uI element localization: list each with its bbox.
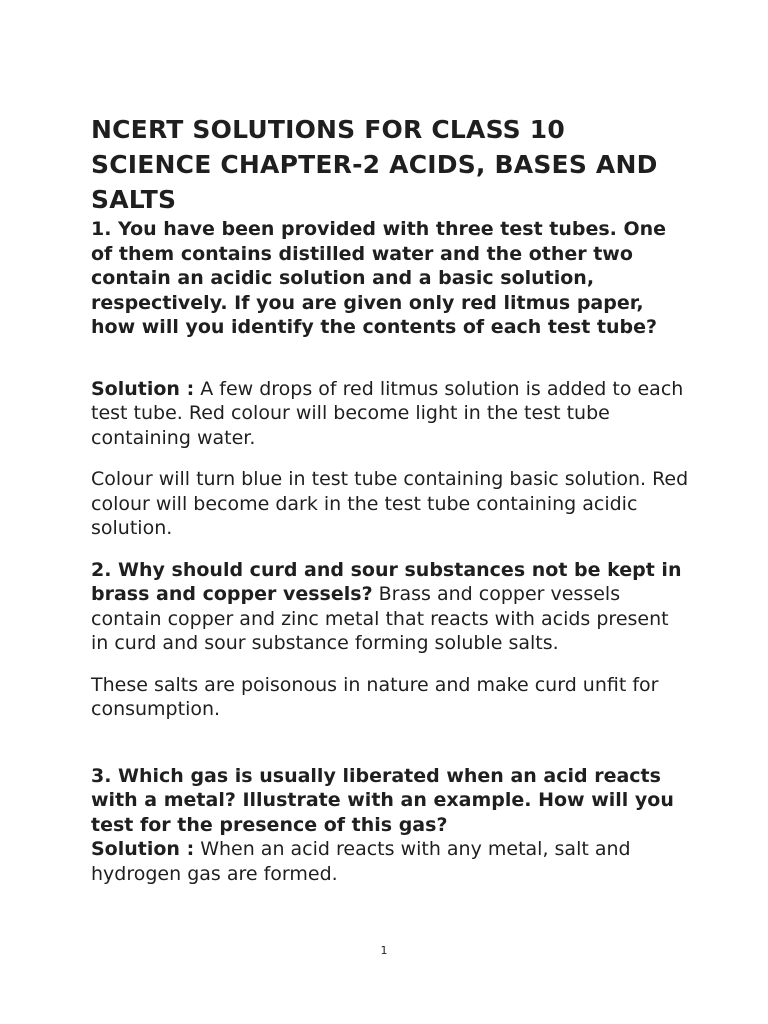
- answer-2-text: Brass and copper vessels contain copper and zinc metal that reacts with acids present in curd and sour substance forming soluble salts.: [91, 583, 669, 654]
- question-2: 2. Why should curd and sour substances not be kept in brass and copper vessels?: [91, 558, 682, 605]
- question-1: 1. You have been provided with three test tubes. One of them contains distilled water and the other two contain an acidic solution and a basic solution, respectively. If you are given only red litmus paper, how will you identify the contents of each test tube?: [91, 218, 667, 338]
- question-3: 3. Which gas is usually liberated when an acid reacts with a metal? Illustrate with an example. How will you test for the presence of this gas?: [91, 764, 674, 836]
- solution-3-label: Solution :: [91, 838, 195, 860]
- document-title: NCERT SOLUTIONS FOR CLASS 10 SCIENCE CHAPTER-2 ACIDS, BASES AND SALTS: [91, 115, 658, 214]
- question-2-block: [91, 558, 691, 656]
- solution-1-text: A few drops of red litmus solution is added to each test tube. Red colour will become light in the test tube containing water.: [91, 377, 684, 449]
- solution-1-label: Solution :: [91, 377, 195, 400]
- document-page: [91, 112, 691, 886]
- solution-1-paragraph-2: Colour will turn blue in test tube containing basic solution. Red colour will become dark in the test tube containing acidic solution.: [91, 468, 689, 539]
- answer-2-paragraph-2: These salts are poisonous in nature and make curd unfit for consumption.: [91, 673, 659, 720]
- solution-3: [91, 837, 691, 886]
- solution-3-text: When an acid reacts with any metal, salt and hydrogen gas are formed.: [91, 838, 631, 885]
- solution-1: [91, 377, 691, 451]
- page-number: 1: [380, 944, 388, 957]
